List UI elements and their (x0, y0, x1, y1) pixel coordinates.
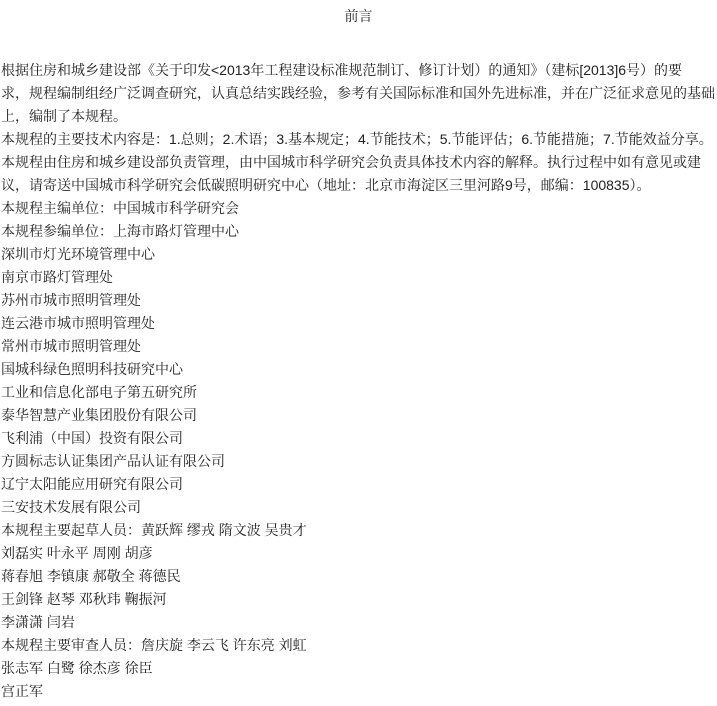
text-line: 工业和信息化部电子第五研究所 (1, 384, 197, 400)
text-line: 求，规程编制组经广泛调查研究，认真总结实践经验，参考有关国际标准和国外先进标准，并在广泛征求意见的基础 (1, 85, 715, 101)
document-body (1, 59, 717, 703)
text-line: 蒋春旭 李镇康 郝敬全 蒋德民 (1, 568, 181, 584)
text-line: 泰华智慧产业集团股份有限公司 (1, 407, 197, 423)
text-line: 南京市路灯管理处 (1, 269, 113, 285)
text-line: 本规程的主要技术内容是：1.总则；2.术语；3.基本规定；4.节能技术；5.节能评估；6.节能措施；7.节能效益分享。 (1, 131, 713, 147)
text-line: 深圳市灯光环境管理中心 (1, 246, 155, 262)
text-line: 张志军 白鹭 徐杰彦 徐臣 (1, 660, 153, 676)
text-line: 上，编制了本规程。 (1, 108, 127, 124)
text-line: 王剑锋 赵琴 邓秋玮 鞠振河 (1, 591, 167, 607)
text-line: 刘磊实 叶永平 周刚 胡彦 (1, 545, 153, 561)
text-line: 本规程参编单位：上海市路灯管理中心 (1, 223, 239, 239)
text-line: 议，请寄送中国城市科学研究会低碳照明研究中心（地址：北京市海淀区三里河路9号，邮编：100835）。 (1, 177, 651, 193)
text-line: 本规程主编单位：中国城市科学研究会 (1, 200, 239, 216)
text-line: 国城科绿色照明科技研究中心 (1, 361, 183, 377)
text-line: 李潇潇 闫岩 (1, 614, 75, 630)
text-line: 本规程由住房和城乡建设部负责管理，由中国城市科学研究会负责具体技术内容的解释。执行过程中如有意见或建 (1, 154, 701, 170)
text-line: 辽宁太阳能应用研究有限公司 (1, 476, 183, 492)
text-line: 宫正军 (1, 683, 43, 699)
page-title: 前言 (344, 8, 373, 24)
text-line: 三安技术发展有限公司 (1, 499, 141, 515)
text-line: 苏州市城市照明管理处 (1, 292, 141, 308)
text-line: 根据住房和城乡建设部《关于印发<2013年工程建设标准规范制订、修订计划）的通知》（建标[2013]6号）的要 (1, 62, 683, 78)
text-line: 本规程主要起草人员：黄跃辉 缪戎 隋文波 吴贵才 (1, 522, 307, 538)
text-line: 飞利浦（中国）投资有限公司 (1, 430, 183, 446)
text-line: 常州市城市照明管理处 (1, 338, 141, 354)
text-line: 连云港市城市照明管理处 (1, 315, 155, 331)
text-line: 本规程主要审查人员：詹庆旋 李云飞 许东亮 刘虹 (1, 637, 307, 653)
text-line: 方圆标志认证集团产品认证有限公司 (1, 453, 225, 469)
